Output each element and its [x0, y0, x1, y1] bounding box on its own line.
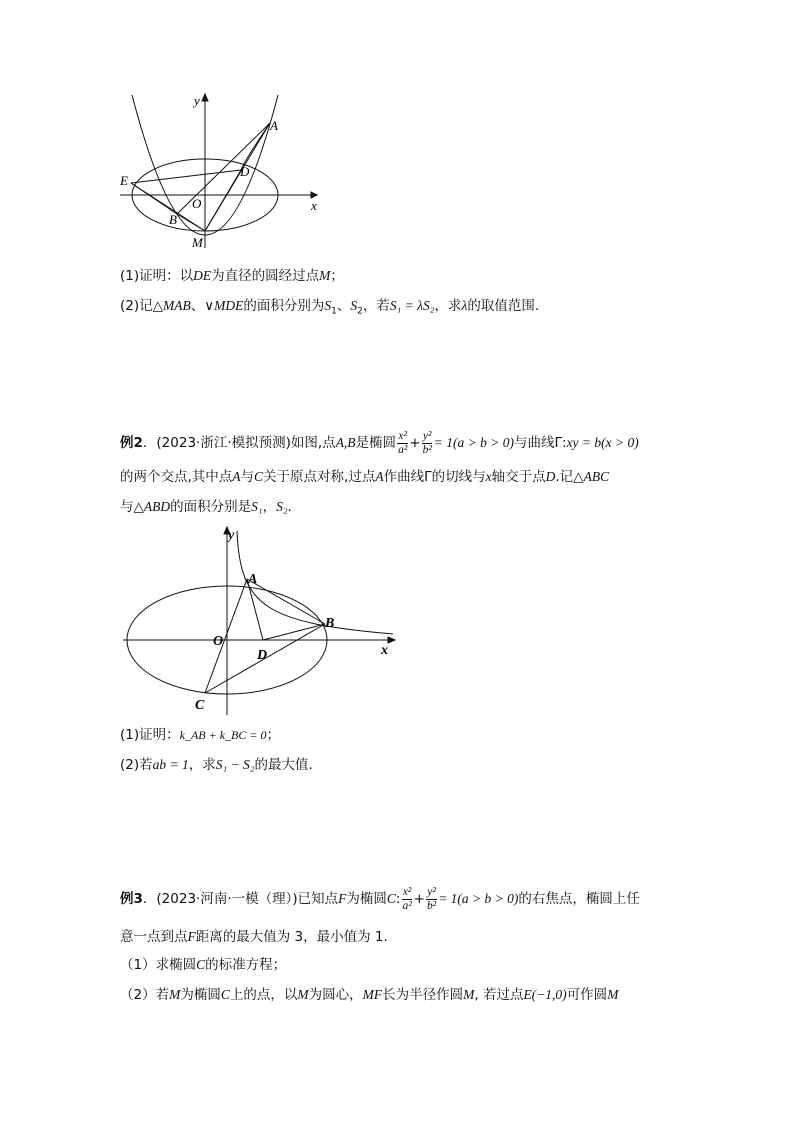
fig2-label-y: y [228, 528, 235, 543]
ex3-q2-b: 为椭圆 [180, 987, 221, 1003]
ex3-l1-d: 的右焦点，椭圆上任 [518, 891, 640, 907]
ex3-l1-b: 为椭圆 [346, 891, 387, 907]
ex2-source: ．(2023·浙江·模拟预测) [142, 435, 291, 451]
ex2-l2-h: D [545, 469, 556, 484]
ex2-l1-c: 与曲线Γ: [513, 435, 567, 451]
ex1-q2-s2-sub: 2 [357, 306, 363, 317]
ex3-frac-x-den: a² [402, 899, 412, 912]
ex2-q2-ask: ，求 [188, 757, 216, 773]
fig1-label-d: D [240, 164, 250, 179]
ex3-q2-g: , 若过点 [474, 987, 524, 1003]
ex1-q2-s1-sub: 1 [331, 306, 337, 317]
fig2-label-a: A [248, 572, 258, 587]
ex3-q1-a: （1）求椭圆 [120, 957, 197, 973]
ex2-label: 例2 [120, 435, 143, 451]
ex3-line-2 [120, 927, 388, 947]
fig2-x-arrow [388, 637, 395, 643]
fig1-line-ed [131, 170, 241, 183]
ex2-l2-c: C [254, 469, 264, 484]
ex3-label: 例3 [120, 891, 143, 907]
ex2-q1-eq: k_AB + k_BC = 0 [179, 728, 267, 742]
ex2-q1-end: ； [266, 727, 280, 743]
ex2-l2-d: 关于原点对称,过点 [263, 469, 376, 485]
ex2-question-2 [120, 755, 313, 775]
fig2-label-c: C [195, 698, 205, 713]
figure-1-svg [115, 90, 330, 255]
ex3-l1-a: 已知点 [297, 891, 339, 907]
ex2-l3-c: ， [262, 499, 277, 515]
fig1-label-y: y [194, 93, 200, 108]
ex1-q2-end: 的取值范围. [467, 298, 540, 314]
ex3-line-1 [120, 885, 640, 913]
ex1-q1-mid: 为直径的圆经过点 [211, 268, 320, 284]
ex3-q2-d: 上的点，以 [229, 987, 298, 1003]
ex3-frac-x [401, 886, 412, 913]
fig1-label-b: B [169, 212, 177, 227]
ex1-q1-prefix: (1)证明：以 [120, 268, 194, 284]
ex2-question-1 [120, 725, 280, 745]
fig1-label-x: x [311, 198, 317, 213]
ex2-l2-i: .记△ [555, 469, 584, 485]
ex3-q1-c: C [196, 957, 206, 972]
fig2-line-ab [247, 579, 325, 624]
ex3-frac-x-num: x² [402, 885, 412, 898]
ex1-question-1 [120, 266, 344, 286]
fig2-label-o: O [213, 634, 224, 649]
ex2-line-1 [120, 429, 639, 457]
fig2-label-b: B [325, 616, 335, 631]
fig1-line-md [205, 170, 241, 231]
ex2-frac-y-den: b² [422, 443, 432, 456]
ex1-q1-end: ； [330, 268, 344, 284]
ex2-l1-curve: xy = b(x > 0) [566, 435, 639, 450]
ex3-q2-m2: M [297, 987, 309, 1002]
ex1-q2-ask: ，求 [434, 298, 462, 314]
ex3-l2-f: F [187, 929, 196, 944]
fig1-label-e: E [120, 173, 128, 188]
ex2-q2-end: 的最大值. [254, 757, 313, 773]
ex1-q2-mab: MAB [163, 298, 191, 313]
ex1-q2-mde: MDE [214, 298, 244, 313]
ex2-l2-f: 作曲线Γ的切线与 [383, 469, 486, 485]
ex2-l1-a: 如图,点 [290, 435, 336, 451]
fig2-label-x: x [381, 643, 388, 658]
ex1-question-2 [120, 296, 539, 322]
ex2-q2-expr: S₁ − S₂ [215, 757, 255, 772]
ex1-q2-lambda: λ [461, 298, 468, 313]
ex2-l3-d: . [287, 499, 292, 515]
ex3-q2-pt: E(−1,0) [523, 987, 567, 1002]
ex3-question-2 [120, 985, 618, 1005]
ex3-l2-b: 距离的最大值为 3，最小值为 1. [195, 929, 388, 945]
ex2-frac-y [422, 430, 433, 457]
ex2-l2-e: A [375, 469, 384, 484]
fig1-y-arrow [202, 94, 208, 101]
ex2-l2-x: x [485, 469, 492, 484]
ex1-q2-s1: S [324, 298, 332, 313]
ex2-q2-prefix: (2)若 [120, 757, 153, 773]
fig2-line-db [263, 624, 325, 640]
ex2-plus: + [409, 435, 421, 451]
fig2-line-ca [205, 579, 247, 693]
figure-1 [115, 90, 330, 255]
fig2-label-d: D [257, 648, 268, 663]
ex2-l2-a: A [232, 469, 241, 484]
ex2-l1-ab: A,B [335, 435, 356, 450]
fig1-label-a: A [270, 118, 278, 133]
ex2-frac-y-num: y² [422, 429, 432, 442]
ex3-q2-f: 长为半径作圆 [382, 987, 464, 1003]
ex2-frac-x-num: x² [398, 429, 407, 442]
ex3-frac-y-den: b² [426, 899, 437, 912]
ex3-q2-mf: MF [362, 987, 383, 1002]
ex3-q2-m4: M [607, 987, 619, 1002]
ex3-q2-m: M [169, 987, 181, 1002]
ex3-q2-m3: M [463, 987, 475, 1002]
fig1-label-m: M [192, 235, 203, 250]
ex2-frac-x-den: a² [398, 443, 408, 456]
ex1-q2-s2: S [350, 298, 358, 313]
ex3-q2-a: （2）若 [120, 987, 170, 1003]
ex3-l2: 意一点到点 [120, 929, 188, 945]
ex1-q2-sep: 、∨ [190, 298, 215, 314]
ex1-q2-eq: S₁ = λS₂ [389, 298, 435, 313]
ex3-q2-c: C [220, 987, 230, 1002]
ex2-eq-cond: = 1(a > b > 0) [433, 435, 514, 450]
ex3-q1-b: 的标准方程； [205, 957, 287, 973]
ex3-plus: + [413, 891, 425, 907]
ex3-source: ．(2023·河南·一模（理）) [142, 891, 298, 907]
ex2-line-2 [120, 467, 609, 487]
figure-2-svg [118, 523, 403, 718]
ex3-question-1 [120, 955, 286, 975]
ex1-q2-mid: 的面积分别为 [243, 298, 325, 314]
ex3-colon: : [395, 891, 401, 907]
ex3-frac-y [426, 886, 437, 913]
ex2-l2: 的两个交点,其中点 [120, 469, 233, 485]
ex2-l1-b: 是椭圆 [355, 435, 397, 451]
ex1-q1-de: DE [193, 268, 212, 283]
ex3-q2-h: 可作圆 [566, 987, 608, 1003]
ex2-l3-b: 的面积分别是 [170, 499, 252, 515]
fig1-label-o: O [192, 196, 202, 211]
ex2-l2-abc: ABC [583, 469, 610, 484]
ex2-line-3 [120, 497, 292, 517]
ex1-q2-if: ，若 [362, 298, 390, 314]
ex1-q2-comma: 、 [336, 298, 351, 314]
ex1-q1-m: M [319, 268, 331, 283]
ex2-l2-b: 与 [240, 469, 255, 485]
ex2-l3-s2: S₂ [276, 499, 288, 514]
ex2-q2-cond: ab = 1 [152, 757, 189, 772]
ex3-l1-f: F [338, 891, 347, 906]
ex3-frac-y-num: y² [427, 885, 436, 898]
figure-2 [118, 523, 403, 718]
ex3-l1-c: C [386, 891, 396, 906]
ex2-frac-x [397, 430, 408, 457]
ex3-eq-cond: = 1(a > b > 0) [438, 891, 519, 906]
ex1-q2-prefix: (2)记△ [120, 298, 164, 314]
ex2-l3-a: 与△ [120, 499, 144, 515]
ex3-q2-e: 为圆心， [308, 987, 363, 1003]
ex2-l3-abd: ABD [143, 499, 171, 514]
ex2-q1-prefix: (1)证明： [120, 727, 180, 743]
ex2-l2-g: 轴交于点 [491, 469, 546, 485]
ex2-l3-s1: S₁ [251, 499, 263, 514]
